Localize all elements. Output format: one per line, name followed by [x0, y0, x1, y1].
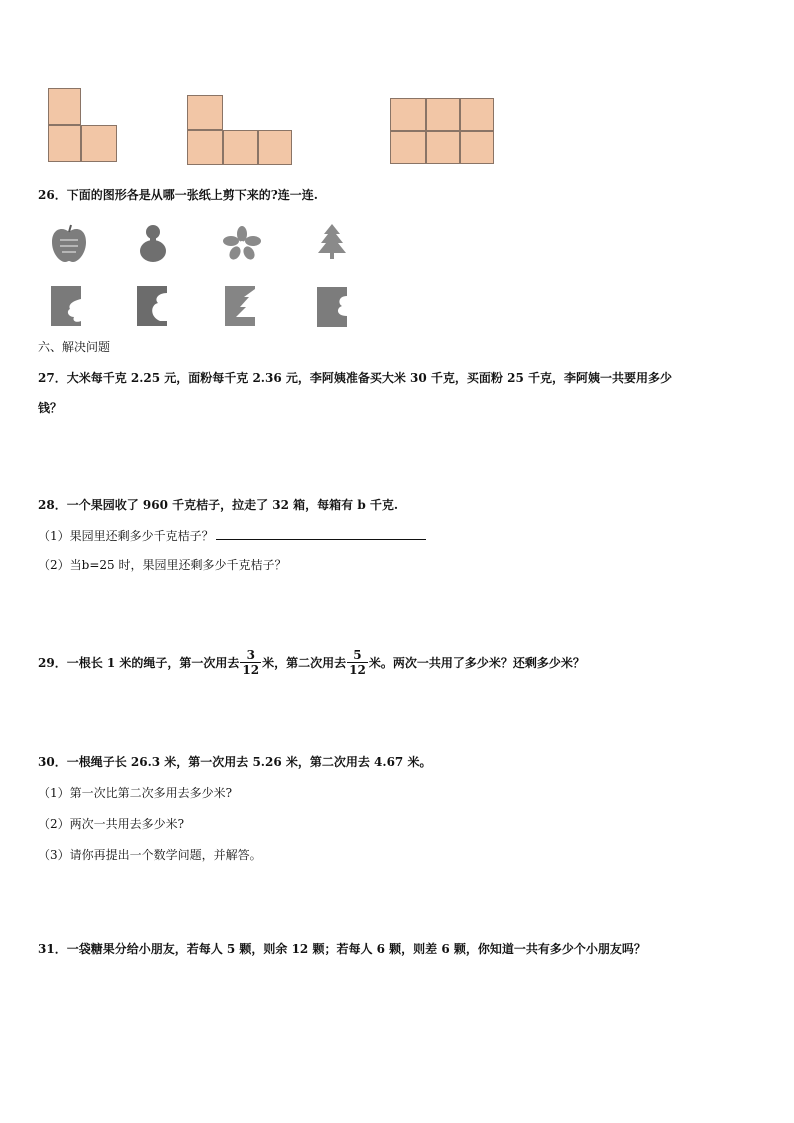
square-cell	[48, 88, 81, 125]
q28-sub2: （2）当b=25 时，果园里还剩多少千克桔子？	[38, 558, 287, 572]
q31-text: 31．一袋糖果分给小朋友，若每人 5 颗，则余 12 颗；若每人 6 颗，则差 6 颗，你知道一共有多少个小朋友吗？	[38, 942, 646, 956]
q30-sub1: （1）第一次比第二次多用去多少米?	[38, 786, 233, 800]
q27-line1: 27．大米每千克 2.25 元，面粉每千克 2.36 元，李阿姨准备买大米 30 千克，买面粉 25 千克，李阿姨一共要用多少	[38, 371, 672, 385]
flower-icon	[222, 225, 262, 261]
q30-sub3: （3）请你再提出一个数学问题，并解答。	[38, 848, 262, 862]
square-cell	[460, 98, 494, 131]
square-cell	[460, 131, 494, 164]
tree-icon	[316, 222, 348, 260]
q30-text: 30．一根绳子长 26.3 米，第一次用去 5.26 米，第二次用去 4.67 米。	[38, 755, 432, 769]
paper-cut-3-icon	[224, 285, 256, 327]
square-cell	[81, 125, 117, 162]
square-cell	[426, 98, 460, 131]
square-cell	[187, 130, 223, 165]
square-cell	[223, 130, 258, 165]
q28-sub1	[38, 527, 426, 544]
paper-cut-1-icon	[50, 285, 82, 327]
apple-icon	[50, 224, 88, 264]
q27-line2: 钱？	[38, 401, 63, 415]
q30-sub2: （2）两次一共用去多少米?	[38, 817, 185, 831]
q26-text: 26．下面的图形各是从哪一张纸上剪下来的?连一连.	[38, 188, 318, 202]
square-cell	[390, 131, 426, 164]
square-cell	[258, 130, 292, 165]
paper-cut-4-icon	[316, 286, 348, 328]
fraction-5-12	[347, 648, 368, 677]
answer-line[interactable]	[216, 527, 426, 540]
q29-line	[38, 648, 585, 677]
paper-cut-2-icon	[136, 285, 168, 327]
square-cell	[187, 95, 223, 130]
fraction-numerator: 5	[353, 648, 362, 662]
square-cell	[426, 131, 460, 164]
q29-part1: 29．一根长 1 米的绳子，第一次用去	[38, 655, 240, 670]
section-heading: 六、解决问题	[38, 340, 111, 354]
square-cell	[48, 125, 81, 162]
fraction-numerator: 3	[246, 648, 255, 662]
square-cell	[390, 98, 426, 131]
q28-text: 28．一个果园收了 960 千克桔子，拉走了 32 箱，每箱有 b 千克.	[38, 498, 399, 512]
q29-part2: 米，第二次用去	[262, 655, 347, 670]
gourd-icon	[137, 222, 169, 264]
fraction-3-12	[240, 648, 261, 677]
q29-part3: 米。两次一共用了多少米？还剩多少米？	[368, 655, 585, 670]
q28-sub1-text: （1）果园里还剩多少千克桔子？	[38, 529, 214, 543]
fraction-denominator: 12	[242, 663, 260, 677]
fraction-denominator: 12	[349, 663, 366, 677]
